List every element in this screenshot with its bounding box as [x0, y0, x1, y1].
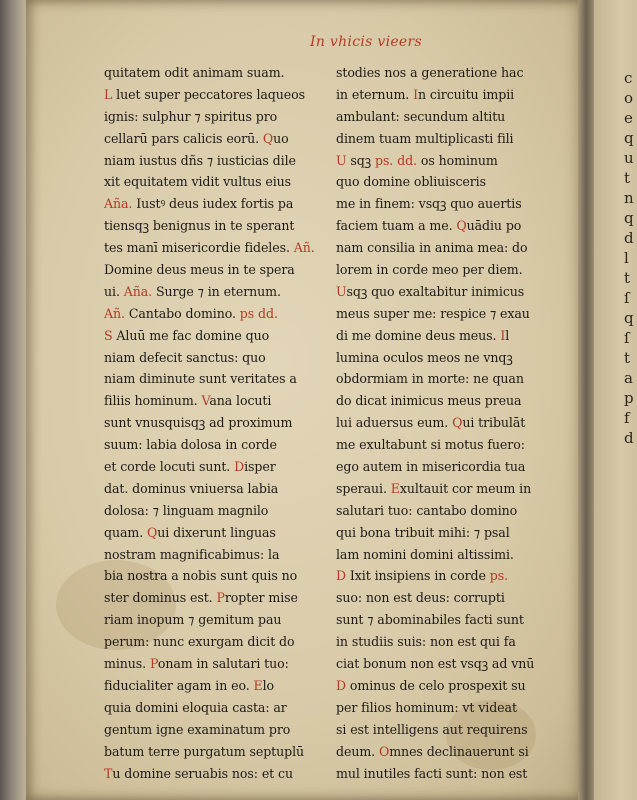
text-run: et corde locuti sunt. [104, 459, 235, 475]
facing-page-glyph: t [624, 269, 631, 287]
text-run: dolosa: ⁊ linguam magnilo [104, 502, 269, 518]
rubric-initial: Q [262, 130, 274, 146]
rubric-initial: P [149, 656, 158, 672]
text-line [336, 62, 561, 84]
text-line [336, 434, 561, 456]
text-line [336, 522, 561, 544]
text-line [336, 675, 561, 697]
text-run: perum: nunc exurgam dicit do [104, 634, 295, 650]
text-line [104, 456, 329, 478]
text-line [104, 281, 329, 303]
text-line [104, 259, 329, 281]
text-run: ego autem in misericordia tua [336, 459, 526, 475]
text-run: os hominum [416, 152, 498, 168]
facing-page-glyph: e [624, 109, 633, 127]
rubric-initial: U [336, 152, 347, 168]
rubric-initial: Aña. [104, 196, 133, 212]
text-line [336, 281, 561, 303]
text-line [336, 565, 561, 587]
text-line [336, 544, 561, 566]
text-run: ana locuti [209, 393, 272, 409]
text-line [104, 303, 329, 325]
text-run: salutari tuo: cantabo domino [336, 502, 518, 518]
running-header: In vhicis vieers [310, 34, 422, 50]
text-run: me in finem: vsqꝫ quo auertis [336, 196, 522, 212]
text-line [104, 500, 329, 522]
text-run: xultauit cor meum in [399, 480, 532, 496]
text-line [104, 741, 329, 763]
text-run: minus. [104, 656, 150, 672]
facing-page-glyph: d [624, 429, 634, 447]
text-run: lorem in corde meo per diem. [336, 262, 523, 278]
text-run: ui. [104, 283, 124, 299]
facing-page-glyph: o [624, 89, 634, 107]
text-run: sunt ⁊ abominabiles facti sunt [336, 612, 524, 628]
facing-page-glyph: p [624, 389, 634, 407]
text-line [336, 303, 561, 325]
text-line [336, 631, 561, 653]
rubric-initial: Añ. [104, 305, 125, 321]
text-run: per filios hominum: vt videat [336, 699, 517, 715]
facing-page-glyph: t [624, 169, 631, 187]
text-line [104, 84, 329, 106]
rubric-initial: E [390, 480, 400, 496]
text-run: ui dixerunt linguas [157, 524, 276, 540]
rubric-initial: L [104, 86, 113, 102]
facing-page-glyph: a [624, 369, 633, 387]
rubric-initial: V [201, 393, 210, 409]
text-line [336, 150, 561, 172]
text-run: l [505, 327, 510, 343]
text-run: nam consilia in anima mea: do [336, 240, 528, 256]
text-line [104, 325, 329, 347]
text-run: fiducialiter agam in eo. [104, 677, 254, 693]
rubric-initial: ps. dd. [374, 152, 417, 168]
text-run: Aluū me fac domine quo [112, 327, 270, 343]
text-line [336, 697, 561, 719]
facing-page-glyph: f [624, 409, 630, 427]
text-line [104, 565, 329, 587]
text-line [336, 587, 561, 609]
rubric-initial: D [234, 459, 245, 475]
text-run: quam. [104, 524, 148, 540]
text-run: faciem tuam a me. [336, 218, 457, 234]
text-line [104, 675, 329, 697]
text-run: deum. [336, 743, 379, 759]
text-run: isper [244, 459, 276, 475]
text-run: ciat bonum non est vsqꝫ ad vnū [336, 656, 535, 672]
rubric-initial: Aña. [123, 283, 153, 299]
text-run: qui bona tribuit mihi: ⁊ psal [336, 524, 510, 540]
text-line [336, 84, 561, 106]
rubric-initial: U [336, 283, 347, 299]
text-line [104, 237, 329, 259]
text-line [104, 763, 329, 785]
text-line [104, 347, 329, 369]
text-run: quitatem odit animam suam. [104, 65, 285, 80]
text-run: speraui. [336, 480, 391, 496]
text-line [104, 193, 329, 215]
text-line [336, 390, 561, 412]
facing-page-glyph: ſ [624, 329, 630, 347]
text-line [336, 325, 561, 347]
text-run: sqꝫ quo exaltabitur inimicus [346, 283, 525, 299]
facing-page-glyph: d [624, 229, 634, 247]
text-run: lui aduersus eum. [336, 415, 453, 431]
rubric-initial: Q [452, 415, 463, 431]
text-line [104, 106, 329, 128]
text-run: si est intelligens aut requirens [336, 721, 528, 737]
text-run: lumina oculos meos ne vnqꝫ [336, 349, 513, 365]
text-line [336, 347, 561, 369]
facing-page-glyph: q [624, 309, 634, 327]
facing-page-glyph: t [624, 349, 631, 367]
rubric-initial: T [104, 765, 113, 781]
text-run: ui tribulāt [462, 415, 526, 431]
rubric-initial: ps. [489, 568, 508, 584]
text-line [104, 478, 329, 500]
text-run: quia domini eloquia casta: ar [104, 699, 287, 715]
rubric-initial: Añ. [293, 240, 315, 256]
text-run: n circuitu impii [417, 86, 515, 102]
text-line [336, 368, 561, 390]
text-line [104, 587, 329, 609]
text-line [336, 609, 561, 631]
text-run: gentum igne examinatum pro [104, 721, 291, 737]
text-line [104, 368, 329, 390]
text-run: ster dominus est. [104, 590, 217, 606]
rubric-initial: D [336, 568, 346, 584]
rubric-initial: ps dd. [239, 305, 278, 321]
text-line [336, 500, 561, 522]
text-run: Iustꝰ deus iudex fortis pa [132, 196, 294, 212]
rubric-initial: O [378, 743, 390, 759]
facing-page-text [624, 68, 636, 448]
facing-page-glyph: u [624, 149, 634, 167]
text-run: meus super me: respice ⁊ exau [336, 305, 530, 321]
text-run: Ixit insipiens in corde [346, 568, 490, 584]
facing-page-glyph: q [624, 129, 634, 147]
text-line [104, 522, 329, 544]
text-run: ominus de celo prospexit su [346, 677, 526, 693]
rubric-initial: I [500, 327, 506, 343]
text-line [104, 631, 329, 653]
text-run: lam nomini domini altissimi. [336, 546, 514, 562]
text-run: mul inutiles facti sunt: non est [336, 765, 528, 781]
text-line [336, 456, 561, 478]
facing-page-edge [594, 0, 637, 800]
text-run: ambulant: secundum altitu [336, 108, 506, 124]
text-run: sunt vnusquisqꝫ ad proximum [104, 415, 293, 431]
rubric-initial: E [253, 677, 263, 693]
text-run: quo domine obliuisceris [336, 174, 486, 190]
text-run: in eternum. [336, 86, 414, 102]
text-run: lo [262, 677, 275, 693]
text-line [336, 106, 561, 128]
text-line [336, 215, 561, 237]
text-run: xit equitatem vidit vultus eius [104, 174, 292, 190]
rubric-initial: P [216, 590, 225, 606]
text-line [336, 763, 561, 785]
text-run: niam diminute sunt veritates a [104, 371, 297, 387]
text-run: nostram magnificabimus: la [104, 546, 280, 562]
facing-page-glyph: c [624, 69, 633, 87]
text-run: u domine seruabis nos: et cu [112, 765, 294, 781]
rubric-initial: I [413, 86, 418, 102]
text-run: suo: non est deus: corrupti [336, 590, 505, 606]
text-run: sqꝫ [346, 152, 375, 168]
right-text-column [336, 62, 561, 784]
text-run: ignis: sulphur ⁊ spiritus pro [104, 108, 278, 124]
rubric-initial: D [336, 677, 346, 693]
left-text-column [104, 62, 329, 784]
text-run: dat. dominus vniuersa labia [104, 480, 279, 496]
text-run: me exultabunt si motus fuero: [336, 437, 525, 453]
text-line [104, 412, 329, 434]
text-line [104, 544, 329, 566]
text-run: riam inopum ⁊ gemitum pau [104, 612, 282, 628]
text-run: tiensqꝫ benignus in te sperant [104, 218, 295, 234]
text-line [336, 478, 561, 500]
rubric-initial: S [104, 327, 113, 343]
text-run: batum terre purgatum septuplū [104, 743, 305, 759]
text-line [104, 653, 329, 675]
text-line [104, 215, 329, 237]
text-run: stodies nos a generatione hac [336, 65, 524, 80]
text-run: uo [273, 130, 289, 146]
text-line [336, 259, 561, 281]
text-run: bia nostra a nobis sunt quis no [104, 568, 298, 584]
text-run: uādiu po [466, 218, 522, 234]
text-line [104, 62, 329, 84]
text-run: Cantabo domino. [124, 305, 240, 321]
facing-page-glyph: l [624, 249, 629, 267]
text-run: do dicat inimicus meus preua [336, 393, 522, 409]
text-line [336, 741, 561, 763]
text-line [104, 128, 329, 150]
text-line [336, 719, 561, 741]
facing-page-glyph: q [624, 209, 634, 227]
text-run: Domine deus meus in te spera [104, 262, 295, 278]
text-line [104, 609, 329, 631]
text-run: niam defecit sanctus: quo [104, 349, 266, 365]
text-line [336, 193, 561, 215]
text-run: onam in salutari tuo: [157, 656, 289, 672]
text-run: filiis hominum. [104, 393, 202, 409]
text-line [104, 434, 329, 456]
text-line [336, 128, 561, 150]
text-run: tes manī misericordie fideles. [104, 240, 294, 256]
text-line [336, 237, 561, 259]
text-run: obdormiam in morte: ne quan [336, 371, 524, 387]
text-line [336, 171, 561, 193]
text-line [104, 171, 329, 193]
text-run: mnes declinauerunt si [389, 743, 529, 759]
rubric-initial: Q [147, 524, 158, 540]
facing-page-glyph: n [624, 189, 634, 207]
text-run: in studiis suis: non est qui fa [336, 634, 516, 650]
text-line [104, 150, 329, 172]
book-gutter [578, 0, 594, 800]
text-run: ropter mise [224, 590, 298, 606]
text-line [336, 412, 561, 434]
text-run: suum: labia dolosa in corde [104, 437, 277, 453]
facing-page-glyph: ſ [624, 289, 630, 307]
rubric-initial: Q [456, 218, 467, 234]
text-run: luet super peccatores laqueos [112, 86, 305, 102]
text-line [104, 390, 329, 412]
text-line [336, 653, 561, 675]
text-run: cellarū pars calicis eorū. [104, 130, 263, 146]
text-run: di me domine deus meus. [336, 327, 501, 343]
text-run: niam iustus dñs ⁊ iusticias dile [104, 152, 296, 168]
text-line [104, 719, 329, 741]
text-line [104, 697, 329, 719]
text-run: dinem tuam multiplicasti fili [336, 130, 514, 146]
text-run: Surge ⁊ in eternum. [152, 283, 281, 299]
